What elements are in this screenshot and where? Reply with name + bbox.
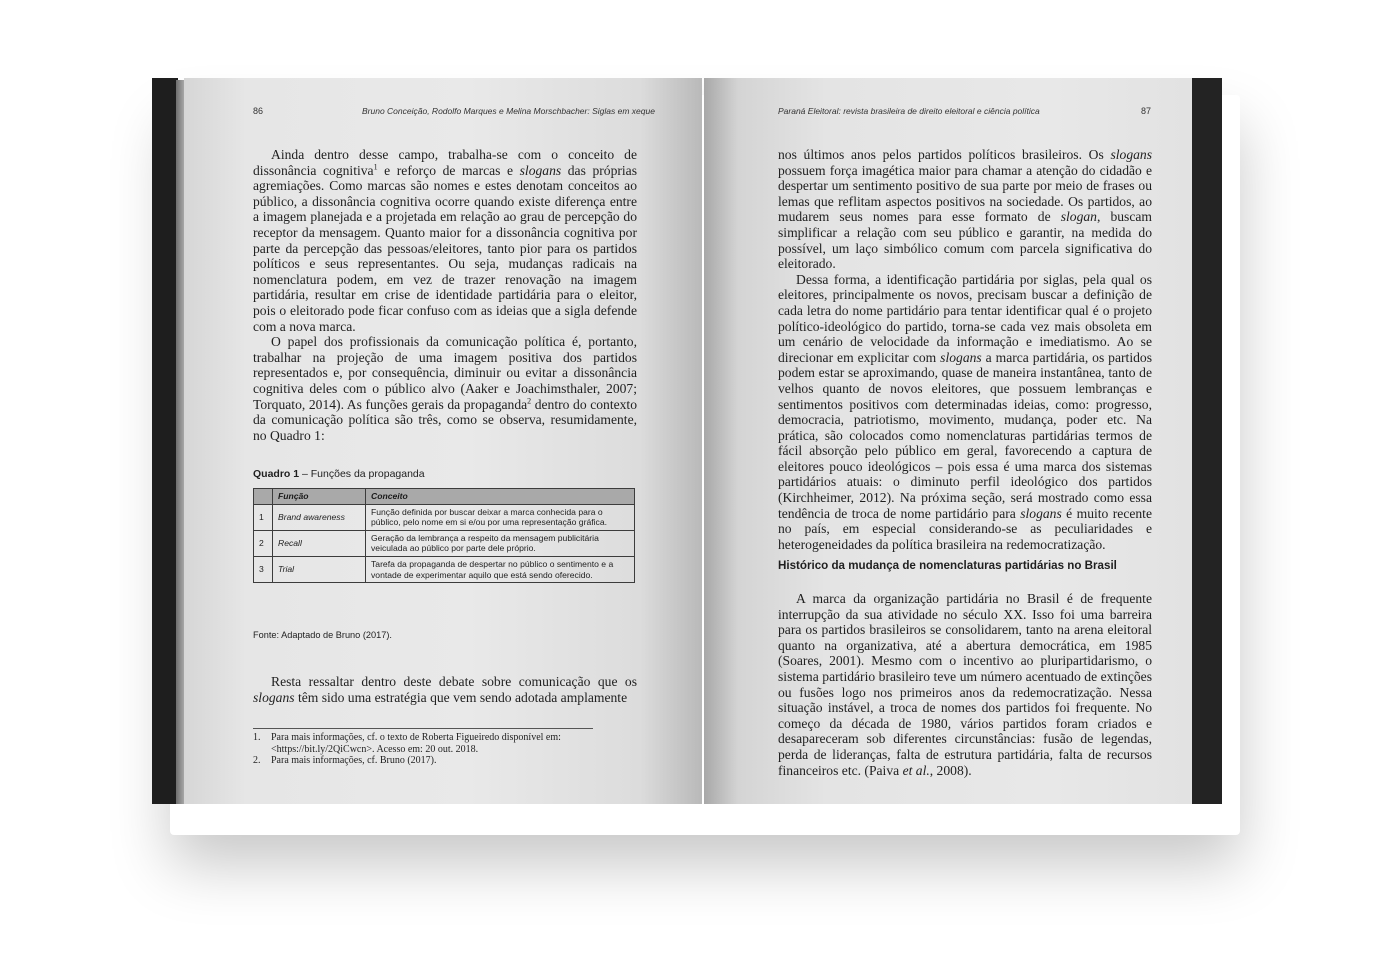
quadro-title: Quadro 1 – Funções da propaganda [253, 468, 425, 480]
paragraph: Dessa forma, a identificação partidária por siglas, pela qual os eleitores, principalmente os novos, precisam buscar a definição de cada letra do nome partidário para tentar identificar qual é o projeto político-ideológico do partido, torna-se cada vez mais obsoleta em um cenário de velocidade da informação e imediatismo. Ao se direcionar em explicitar com slogans a marca partidária, os partidos podem estar se aproximando, quase de maneira instantânea, tanto de velhos quanto de novos eleitores, que possuem lembranças e sentimentos positivos com determinadas ideias, como: progresso, democracia, patriotismo, movimento, mudança, poder etc. Na prática, são colocados como nomenclaturas partidárias termos de fácil absorção pelo público em geral, favorecendo a captura de eleitores pouco ideológicos – pois essa é uma marca dos sistemas partidários atuais: o diminuto perfil ideológico dos partidos (Kirchheimer, 2012). Na próxima seção, será mostrado como essa tendência de troca de nome partidário para slogans é muito recente no país, em especial considerando-se as peculiaridades e heterogeneidades da política brasileira na redemocratização. [778, 271, 1152, 552]
footnote: 1. Para mais informações, cf. o texto de Roberta Figueiredo disponível em: <https://bit.ly/2QiCwcn>. Acesso em: 20 out. 2018. [253, 732, 561, 755]
body-text [778, 147, 1152, 552]
quadro-table [253, 488, 635, 583]
running-header: Bruno Conceição, Rodolfo Marques e Melina Morschbacher: Siglas em xeque [362, 106, 655, 116]
footnote: 2. Para mais informações, cf. Bruno (2017). [253, 755, 437, 766]
paragraph: nos últimos anos pelos partidos políticos brasileiros. Os slogans possuem força imagética maior para chamar a atenção do cidadão e despertar um sentimento positivo de sua parte por meio de frases ou lemas que reflitam aspectos positivos na sociedade. Os partidos, ao mudarem seus nomes para esse formato de slogan, buscam simplificar a relação com seu público e garantir, na medida do possível, um laço simbólico comum com parcela significativa do eleitorado. [778, 147, 1152, 272]
paragraph: O papel dos profissionais da comunicação política é, portanto, trabalhar na projeção de uma imagem positiva dos partidos representados e, por consequência, diminuir ou evitar a dissonância cognitiva deles com o público alvo (Aaker e Joachimsthaler, 2007; Torquato, 2014). As funções gerais da propaganda$^2$ dentro do contexto da comunicação política são três, como se observa, resumidamente, no Quadro 1: [253, 334, 638, 443]
body-text [253, 674, 637, 705]
body-text [778, 591, 1152, 778]
paragraph: Resta ressaltar dentro deste debate sobre comunicação que os slogans têm sido uma estratégia que vem sendo adotada amplamente [253, 674, 637, 705]
footnote-rule [253, 728, 593, 729]
footnotes [253, 732, 637, 767]
table-row: 2 Recall Geração da lembrança a respeito da mensagem publicitária veiculada ao público por parte dele próprio. [254, 530, 635, 556]
paragraph: Ainda dentro desse campo, trabalha-se com o conceito de dissonância cognitiva$^1$ e reforço de marcas e slogans das próprias agremiações. Como marcas são nomes e estes denotam conceitos ao público, a dissonância cognitiva ocorre quando existe diferença entre a imagem planejada e a projetada em relação ao grau de percepção do receptor da mensagem. Quanto maior for a dissonância cognitiva por parte da percepção das pessoas/eleitores, tanto pior para os partidos políticos e seus representantes. Ou seja, mudanças radicais na nomenclatura podem, em vez de trazer renovação na imagem partidária, resultar em crise de identidade partidária para o eleitor, pois o eleitorado pode ficar confuso com as ideias que a sigla defende com a nova marca. [253, 147, 637, 334]
body-text [253, 147, 637, 443]
left-page [184, 78, 702, 804]
table-source: Fonte: Adaptado de Bruno (2017). [253, 630, 392, 640]
paragraph: A marca da organização partidária no Brasil é de frequente interrupção da sua atividade no século XX. Isso foi uma barreira para os partidos brasileiros se consolidarem, tanto na arena eleitoral quanto na organizativa, até a abertura democrática, em 1985 (Soares, 2001). Mesmo com o incentivo ao pluripartidarismo, o sistema partidário brasileiro teve um número acentuado de extinções ou fusões logo nos primeiros anos da redemocratização. Nessa situação instável, a troca de nomes dos partidos foi frequente. No começo da década de 1980, vários partidos foram criados e desapareceram sob diferentes circunstâncias: fusão de legendas, perda de lideranças, falta de estrutura partidária, falta de recursos financeiros etc. (Paiva et al., 2008). [778, 591, 1152, 778]
section-title: Histórico da mudança de nomenclaturas partidárias no Brasil [778, 559, 1117, 572]
book-cover-edge-left [152, 78, 178, 804]
table-header-row: Função Conceito [254, 489, 635, 505]
book-cover-edge-right [1190, 78, 1222, 804]
table-row: 3 Trial Tarefa da propaganda de despertar no público o sentimento e a vontade de experimentar aquilo que está sendo oferecido. [254, 556, 635, 582]
page-number: 86 [253, 106, 264, 116]
table-row: 1 Brand awareness Função definida por buscar deixar a marca conhecida para o público, pelo nome em si e/ou por uma representação gráfica. [254, 504, 635, 530]
page-number: 87 [1141, 106, 1152, 116]
running-header: Paraná Eleitoral: revista brasileira de direito eleitoral e ciência política [778, 106, 1040, 116]
right-page [704, 78, 1192, 804]
